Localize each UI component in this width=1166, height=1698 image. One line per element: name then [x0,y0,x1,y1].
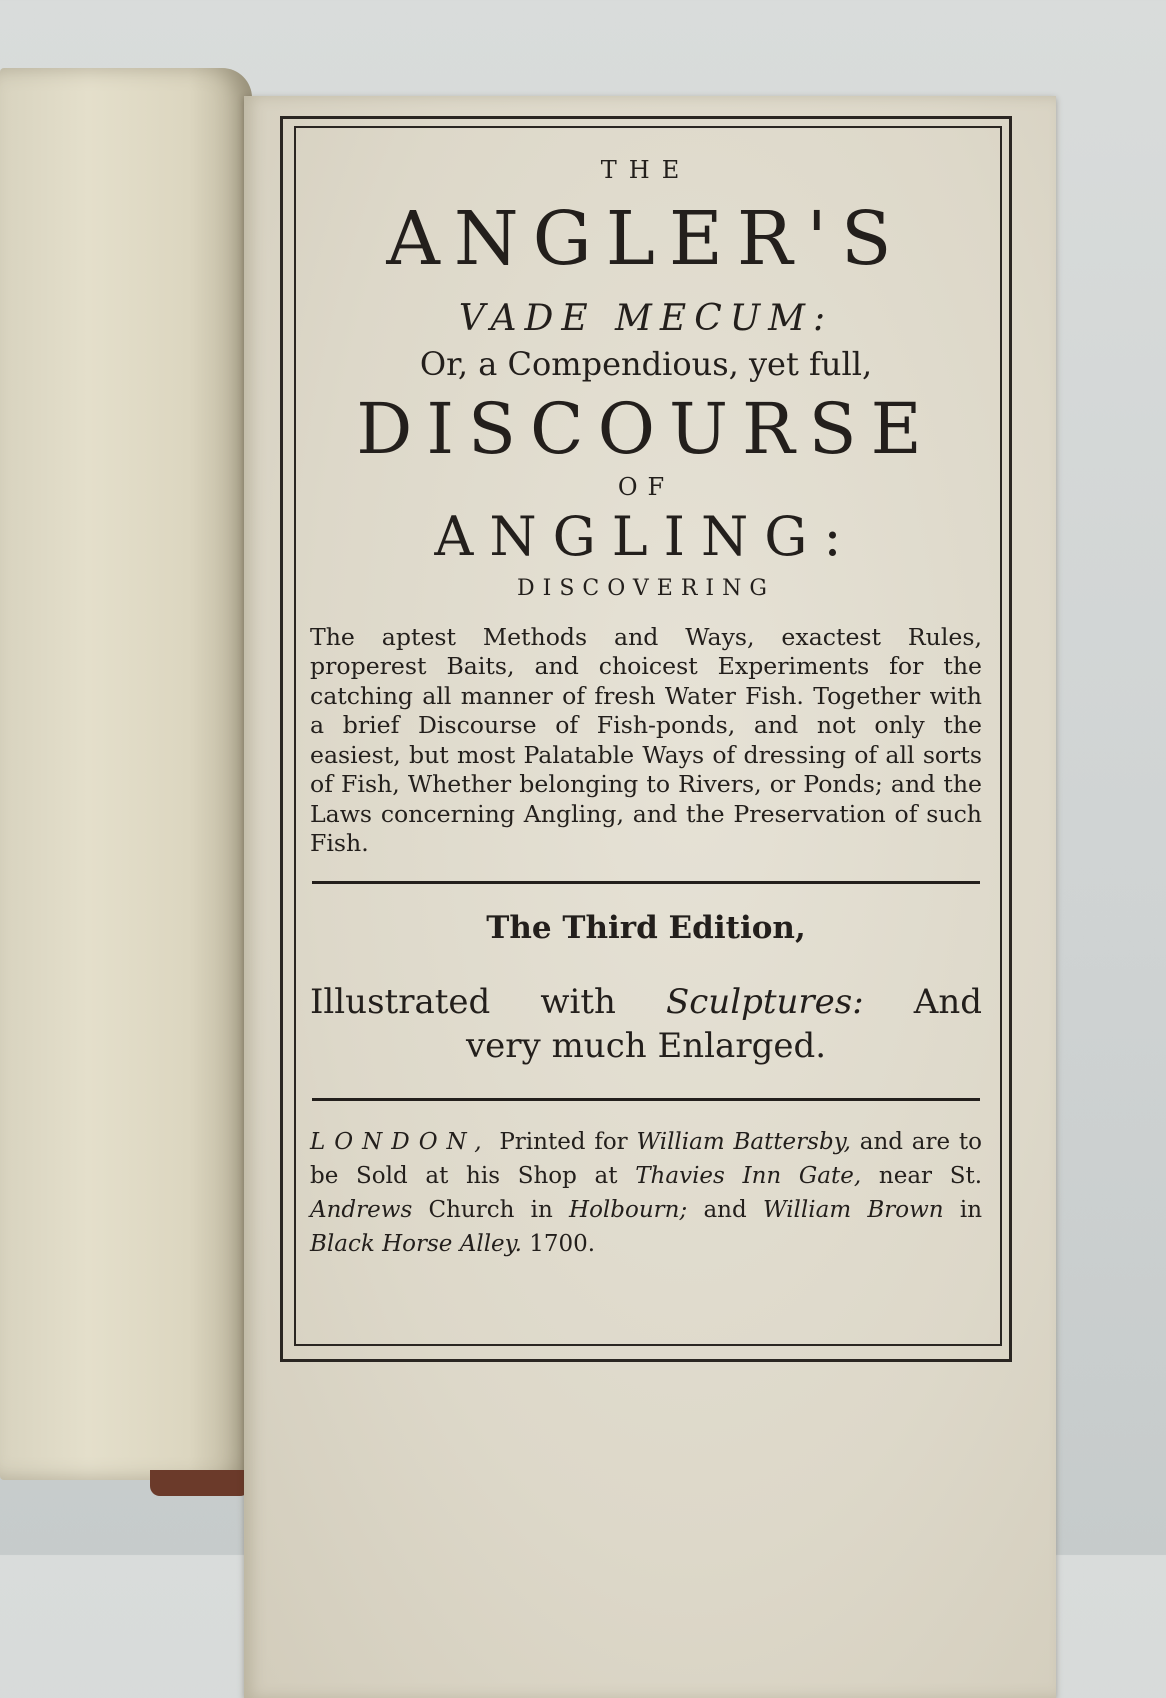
title-discovering: DISCOVERING [517,575,775,601]
imprint-text-4: Church in [428,1196,553,1223]
imprint-church: Andrews [310,1196,413,1223]
imprint-holbourn: Holbourn; [569,1196,688,1223]
subtitle-or-line: Or, a Compendious, yet full, [419,345,873,383]
description-paragraph: The aptest Methods and Ways, exactest Rules, properest Baits, and choicest Experiments for the catching all manner of fresh Water Fish. Together with a brief Discourse of Fish-ponds, and not only the easiest, but most Palatable Ways of dressing of all sorts of Fish, Whether belonging to Rivers, or Ponds; and the Laws concerning Angling, and the Preservation of such Fish. [310,622,982,858]
edition-line: The Third Edition, [486,909,806,946]
and-word: And [913,981,982,1022]
imprint-text-3: near St. [878,1162,983,1189]
title-angling: ANGLING: [434,504,858,568]
imprint-shop: Thavies Inn Gate, [635,1162,862,1189]
imprint-text-5: and [703,1196,747,1223]
imprint [306,1125,986,1261]
title-vade-mecum: VADE MECUM: [458,298,834,339]
sculptures-word: Sculptures: [665,981,864,1022]
title-the: THE [600,156,692,184]
illustrated-line [306,982,986,1022]
divider-rule [312,881,980,884]
imprint-printer: William Battersby, [636,1128,851,1155]
left-blank-page [0,68,252,1480]
illustrated-word: Illustrated [310,981,491,1022]
title-anglers: ANGLER'S [386,196,906,282]
title-discourse: DISCOURSE [356,388,936,470]
imprint-text-2: and are to be Sold at his Shop at [310,1128,982,1189]
imprint-city: LONDON, [310,1128,491,1155]
imprint-year: 1700. [529,1230,596,1257]
divider-rule-2 [312,1098,980,1101]
title-page [244,96,1056,1698]
title-page-text [306,140,986,1261]
book-cover-edge [150,1470,250,1496]
imprint-alley: Black Horse Alley. [310,1230,522,1257]
enlarged-line: very much Enlarged. [465,1025,827,1066]
imprint-brown: William Brown [762,1196,944,1223]
imprint-text-6: in [959,1196,983,1223]
imprint-text-1: Printed for [499,1128,628,1155]
title-of: OF [617,472,675,501]
with-word: with [540,981,616,1022]
